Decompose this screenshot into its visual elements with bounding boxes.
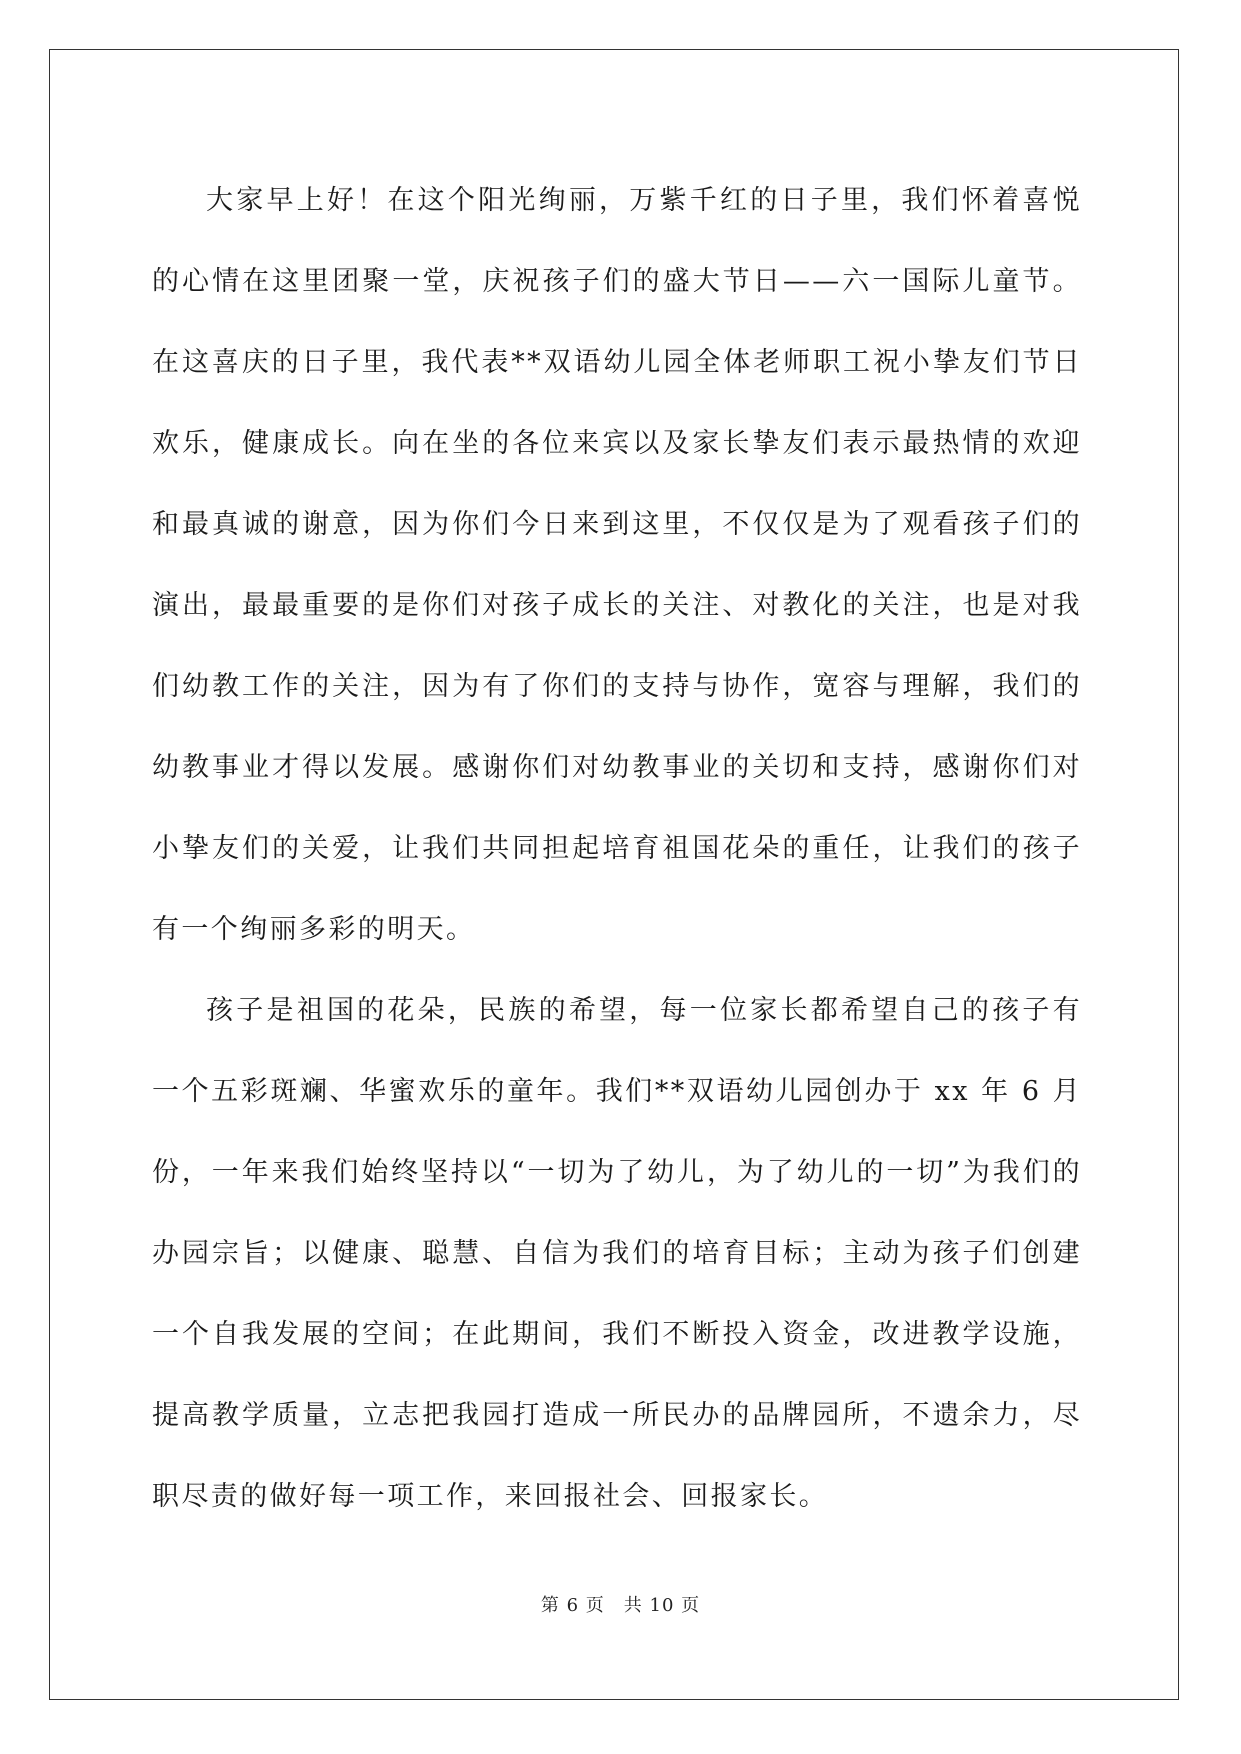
page-number-footer: 第 6 页 共 10 页	[540, 1595, 701, 1616]
paragraph-2: 孩子是祖国的花朵，民族的希望，每一位家长都希望自己的孩子有一个五彩斑斓、华蜜欢乐的童年。我们**双语幼儿园创办于 xx 年 6 月份，一年来我们始终坚持以“一切为了幼儿，为了幼儿的一切”为我们的办园宗旨；以健康、聪慧、自信为我们的培育目标；主动为孩子们创建一个自我发展的空间；在此期间，我们不断投入资金，改进教学设施，提高教学质量，立志把我园打造成一所民办的品牌园所，不遗余力，尽职尽责的做好每一项工作，来回报社会、回报家长。	[152, 995, 1082, 1512]
paragraph-1: 大家早上好！在这个阳光绚丽，万紫千红的日子里，我们怀着喜悦的心情在这里团聚一堂，庆祝孩子们的盛大节日——六一国际儿童节。在这喜庆的日子里，我代表**双语幼儿园全体老师职工祝小挚友们节日欢乐，健康成长。向在坐的各位来宾以及家长挚友们表示最热情的欢迎和最真诚的谢意，因为你们今日来到这里，不仅仅是为了观看孩子们的演出，最最重要的是你们对孩子成长的关注、对教化的关注，也是对我们幼教工作的关注，因为有了你们的支持与协作，宽容与理解，我们的幼教事业才得以发展。感谢你们对幼教事业的关切和支持，感谢你们对小挚友们的关爱，让我们共同担起培育祖国花朵的重任，让我们的孩子有一个绚丽多彩的明天。	[152, 185, 1082, 945]
document-body	[152, 160, 1082, 1537]
